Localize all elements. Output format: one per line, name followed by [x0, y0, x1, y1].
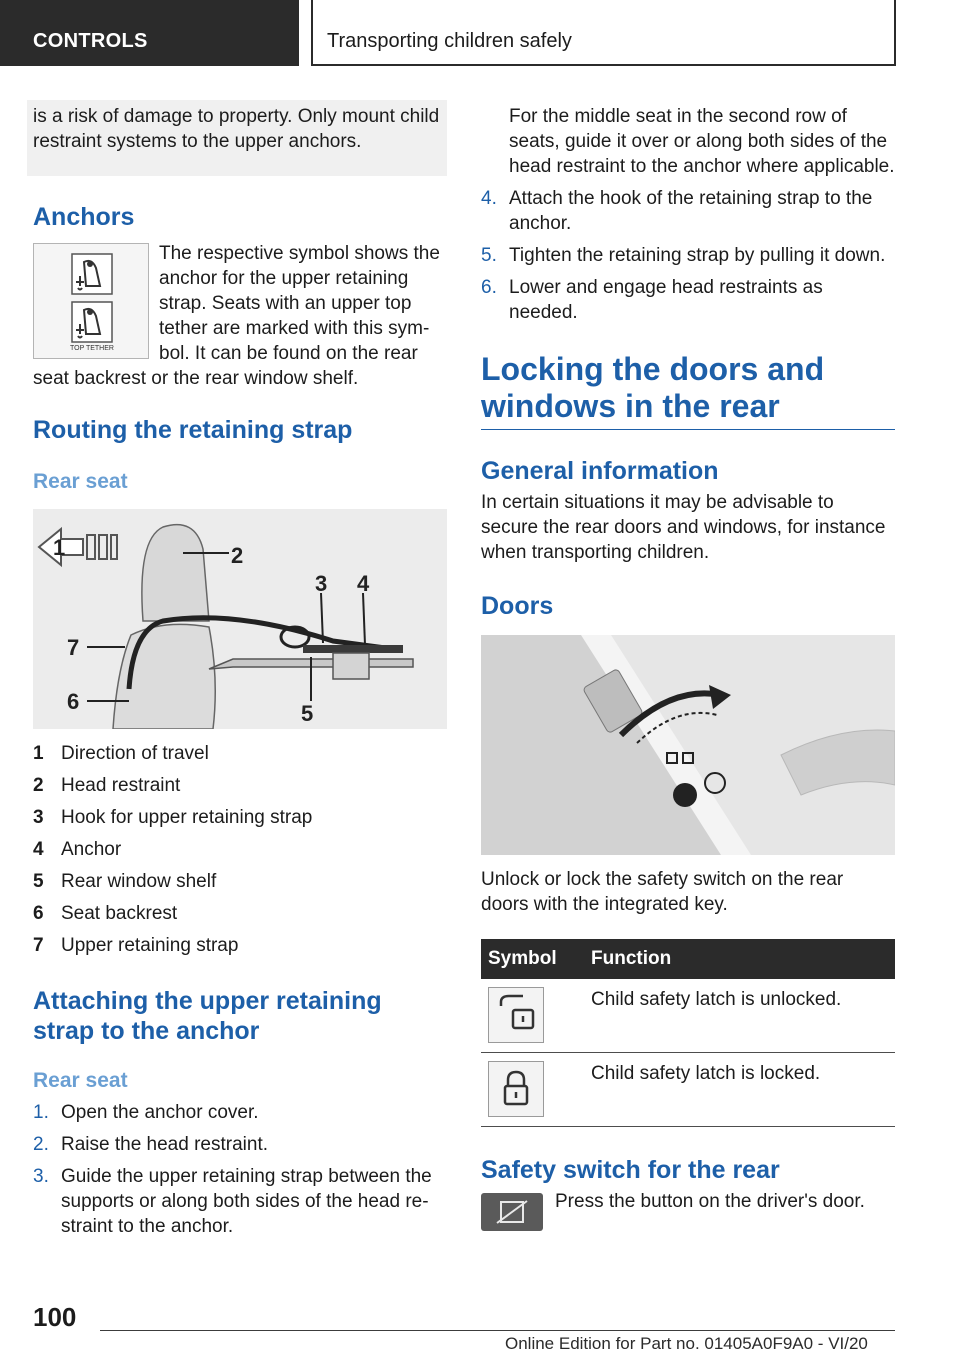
step-item: 3. Guide the upper retaining strap between the supports or along both sides of the head re- straint to the anchor. [33, 1166, 432, 1237]
legend-item: 6 Seat backrest [33, 903, 178, 924]
step-item: 5. Tighten the retaining strap by pulling it down. [481, 245, 886, 266]
step-item: 2. Raise the head restraint. [33, 1134, 269, 1155]
rear-seat-heading-2: Rear seat [33, 1069, 128, 1092]
unlocked-padlock-icon [488, 987, 544, 1043]
left-column [33, 100, 447, 1246]
child-seat-anchor-icon [34, 244, 150, 360]
anchor-symbol-image [33, 243, 149, 359]
callout-4: 4 [357, 571, 370, 596]
callout-7: 7 [67, 635, 80, 660]
legend-item: 3 Hook for upper retaining strap [33, 807, 313, 828]
strap-routing-figure [33, 509, 447, 729]
table-row [481, 979, 895, 1053]
legend-item: 7 Upper retaining strap [33, 935, 239, 956]
step-item: 6. Lower and engage head restraints as needed. [481, 277, 823, 323]
seat-diagram [33, 509, 447, 729]
safety-switch-section [481, 1189, 895, 1235]
edition-text: Online Edition for Part no. 01405A0F9A0 - VI/20 [505, 1334, 868, 1353]
legend-item: 2 Head restraint [33, 775, 181, 796]
step-item: 1. Open the anchor cover. [33, 1102, 259, 1123]
step-item: 4. Attach the hook of the retaining strap to the anchor. [481, 188, 873, 234]
safety-switch-heading: Safety switch for the rear [481, 1156, 780, 1184]
page-header [0, 0, 960, 66]
col-header-symbol: Symbol [481, 939, 584, 979]
symbol-table [481, 939, 895, 1127]
doors-text: Unlock or lock the safety switch on the rear doors with the integrated key. [481, 869, 844, 915]
general-info-text: In certain situations it may be advisable to secure the rear doors and windows, for instance when transporting children. [481, 492, 886, 563]
attach-steps [33, 1100, 447, 1239]
attaching-heading: Attaching the upper retaining strap to the anchor [33, 987, 382, 1045]
rear-seat-heading: Rear seat [33, 470, 128, 493]
step-3-continuation: For the middle seat in the second row of seats, guide it over or along both sides of the head restraint to the anchor where applicable. [509, 106, 895, 177]
legend-item: 5 Rear window shelf [33, 871, 217, 892]
doors-heading: Doors [481, 592, 554, 620]
anchors-heading: Anchors [33, 203, 135, 231]
legend-item: 1 Direction of travel [33, 743, 209, 764]
legend-item: 4 Anchor [33, 839, 122, 860]
callout-3: 3 [315, 571, 328, 596]
door-switch-image [481, 635, 895, 855]
locking-heading: Locking the doors and windows in the rear [481, 351, 895, 430]
chapter-title: Transporting children safely [311, 0, 896, 66]
locked-padlock-icon [488, 1061, 544, 1117]
anchors-section [33, 241, 447, 391]
callout-6: 6 [67, 689, 80, 714]
right-column [481, 100, 895, 1235]
safety-switch-text: Press the button on the driver's door. [555, 1191, 865, 1212]
footer-divider [100, 1330, 895, 1331]
window-lock-button-icon [481, 1193, 543, 1231]
routing-heading: Routing the retaining strap [33, 416, 353, 444]
page-number: 100 [33, 1302, 77, 1332]
table-row [481, 1053, 895, 1127]
figure-legend [33, 741, 447, 958]
callout-1: 1 [53, 535, 66, 560]
function-cell: Child safety latch is locked. [584, 1053, 895, 1127]
callout-5: 5 [301, 701, 314, 726]
col-header-function: Function [584, 939, 895, 979]
anchors-text: The respective symbol shows the anchor for the upper retaining strap. Seats with an upper top tether are marked with this sym- bol. It can be found on the rear seat backrest or the rear window shelf. [33, 243, 440, 389]
warning-continuation: is a risk of damage to property. Only mount child restraint systems to the upper anchors. [27, 100, 447, 176]
attach-steps-continued [481, 186, 895, 325]
general-info-heading: General information [481, 457, 719, 485]
function-cell: Child safety latch is unlocked. [584, 979, 895, 1053]
section-label: CONTROLS [0, 0, 299, 66]
callout-2: 2 [231, 543, 244, 568]
top-tether-label: TOP TETHER [70, 345, 114, 352]
door-switch-figure [481, 635, 895, 855]
